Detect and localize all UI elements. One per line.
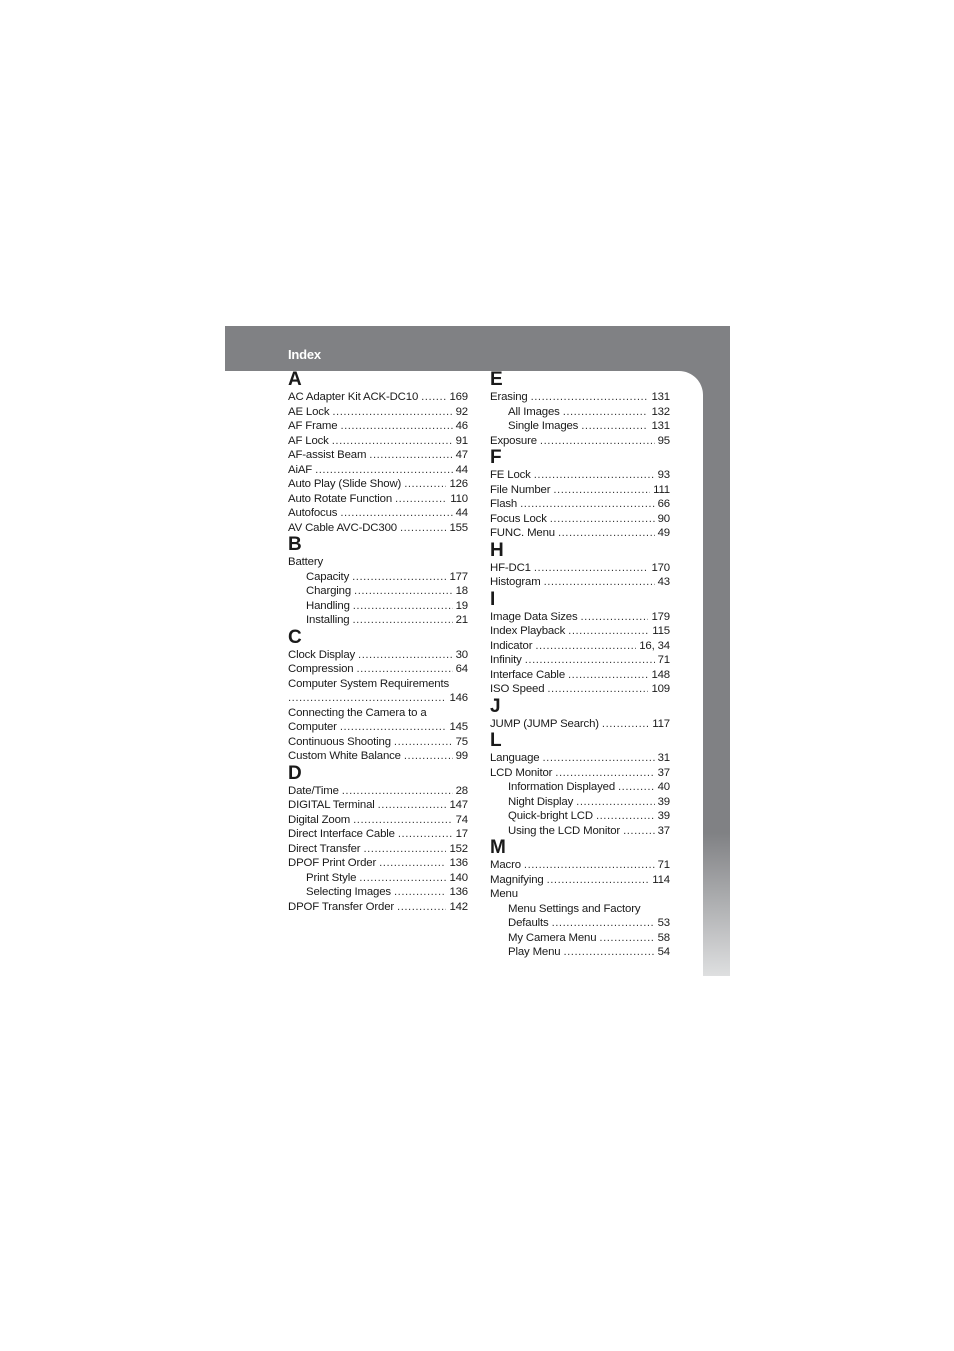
entry-name: Play Menu	[508, 946, 561, 958]
section-letter: L	[490, 730, 502, 751]
section-letter: D	[288, 762, 302, 784]
entry-page-number: 37	[657, 824, 670, 837]
index-entry	[288, 405, 468, 420]
dot-leader	[524, 858, 655, 873]
index-entry	[490, 624, 670, 639]
entry-name: Compression	[288, 663, 354, 675]
entry-page-number: 58	[657, 931, 670, 944]
entry-name: Macro	[490, 859, 521, 871]
entry-name: All Images	[508, 405, 560, 418]
index-entry	[490, 717, 670, 732]
index-entry	[490, 512, 670, 527]
entry-name: Direct Interface Cable	[288, 828, 395, 840]
entry-name: FUNC. Menu	[490, 527, 555, 539]
dot-leader	[599, 931, 654, 946]
dot-leader	[563, 945, 654, 960]
entry-page-number: 53	[657, 917, 670, 929]
entry-page-number: 49	[657, 527, 670, 539]
index-entry	[288, 827, 468, 842]
dot-leader	[544, 575, 655, 590]
dot-leader	[395, 492, 447, 507]
entry-page-number: 111	[653, 483, 670, 496]
index-entry	[490, 873, 670, 888]
entry-name: Capacity	[306, 570, 350, 583]
index-subentry	[490, 419, 670, 434]
entry-name: Infinity	[490, 654, 522, 666]
entry-page-number: 19	[455, 599, 468, 612]
dot-leader	[547, 873, 650, 888]
entry-page-number: 39	[657, 795, 670, 808]
index-subentry	[288, 599, 468, 614]
entry-page-number: 95	[657, 434, 670, 447]
entry-page-number: 93	[657, 469, 670, 481]
entry-name: Magnifying	[490, 873, 544, 886]
entry-name: Handling	[306, 599, 350, 612]
entry-name: Single Images	[508, 420, 579, 432]
index-entry	[288, 720, 468, 735]
entry-name: Quick-bright LCD	[508, 810, 593, 822]
dot-leader	[618, 780, 655, 795]
index-column-left	[288, 370, 468, 914]
entry-name: Computer	[288, 721, 337, 733]
index-subentry	[288, 584, 468, 599]
entry-page-number: 75	[455, 735, 468, 748]
dot-leader	[534, 468, 655, 483]
entry-page-number: 179	[651, 610, 670, 623]
index-entry	[288, 390, 468, 405]
dot-leader	[531, 390, 649, 405]
index-entry	[288, 477, 468, 492]
dot-leader	[353, 599, 453, 614]
index-subentry	[490, 945, 670, 960]
entry-page-number: 110	[450, 492, 468, 505]
entry-page-number: 47	[455, 449, 468, 461]
index-entry	[288, 798, 468, 813]
entry-page-number: 136	[449, 857, 468, 869]
dot-leader	[550, 512, 655, 527]
entry-name: AiAF	[288, 463, 313, 476]
index-subentry	[490, 795, 670, 810]
dot-leader	[581, 419, 648, 434]
section-letter: J	[490, 695, 501, 717]
entry-name: AC Adapter Kit ACK-DC10	[288, 391, 419, 403]
index-section-d	[288, 764, 468, 915]
index-section-l	[490, 731, 670, 838]
dot-leader	[553, 483, 650, 498]
dot-leader	[379, 856, 446, 871]
section-letter: A	[288, 369, 302, 390]
dot-leader	[540, 434, 655, 449]
entry-page-number: 18	[455, 585, 468, 597]
entry-page-number: 170	[651, 561, 670, 574]
index-subentry	[490, 916, 670, 931]
dot-leader	[555, 766, 654, 781]
index-subentry	[288, 570, 468, 585]
dot-leader	[421, 390, 446, 405]
entry-page-number: 148	[651, 668, 670, 681]
entry-name: DIGITAL Terminal	[288, 799, 375, 811]
index-section-a	[288, 370, 468, 535]
dot-leader	[542, 751, 654, 766]
entry-page-number: 126	[449, 478, 468, 490]
index-entry	[288, 749, 468, 764]
index-section-f	[490, 448, 670, 541]
entry-page-number: 71	[657, 654, 670, 666]
entry-page-number: 114	[652, 873, 670, 886]
dot-leader	[363, 842, 446, 857]
entry-page-number: 91	[455, 434, 468, 447]
dot-leader	[602, 717, 649, 732]
index-subentry	[288, 885, 468, 900]
index-entry	[288, 506, 468, 521]
entry-name: FE Lock	[490, 469, 531, 481]
entry-page-number: 146	[449, 692, 468, 704]
entry-name: LCD Monitor	[490, 766, 553, 779]
entry-name: Date/Time	[288, 784, 339, 797]
section-letter: B	[288, 534, 302, 555]
index-entry	[288, 691, 468, 706]
entry-page-number: 40	[657, 781, 670, 793]
dot-leader	[369, 448, 452, 463]
entry-page-number: 21	[455, 614, 468, 626]
dot-leader	[394, 885, 446, 900]
index-subentry	[288, 613, 468, 628]
entry-page-number: 140	[449, 871, 468, 884]
entry-page-number: 109	[651, 683, 670, 695]
dot-leader	[340, 506, 452, 521]
index-entry	[490, 483, 670, 498]
dot-leader	[354, 584, 453, 599]
entry-name: JUMP (JUMP Search)	[490, 717, 599, 730]
entry-page-number: 17	[455, 828, 468, 840]
index-entry	[288, 434, 468, 449]
entry-page-number: 46	[455, 420, 468, 432]
entry-page-number: 44	[455, 507, 468, 519]
entry-name: Continuous Shooting	[288, 735, 391, 748]
dot-leader	[378, 798, 447, 813]
dot-leader	[352, 570, 446, 585]
section-letter: F	[490, 447, 502, 468]
dot-leader	[342, 784, 453, 799]
entry-name: Interface Cable	[490, 668, 565, 681]
index-entry	[490, 561, 670, 576]
index-entry	[288, 784, 468, 799]
entry-name: Flash	[490, 498, 518, 510]
index-entry	[288, 521, 468, 536]
entry-name: Indicator	[490, 639, 533, 652]
dot-leader	[359, 871, 446, 886]
index-entry	[288, 463, 468, 478]
index-entry	[288, 706, 468, 721]
entry-name: AE Lock	[288, 405, 330, 418]
entry-name: Direct Transfer	[288, 842, 361, 855]
index-section-c	[288, 628, 468, 764]
index-subentry	[288, 871, 468, 886]
entry-name: My Camera Menu	[508, 931, 597, 944]
entry-page-number: 31	[657, 752, 670, 764]
entry-page-number: 155	[449, 521, 468, 534]
entry-name: ISO Speed	[490, 683, 545, 695]
dot-leader	[394, 735, 453, 750]
section-letter: I	[490, 588, 495, 610]
entry-name: Clock Display	[288, 648, 356, 661]
entry-name: Auto Rotate Function	[288, 492, 393, 505]
entry-name: Image Data Sizes	[490, 610, 578, 623]
entry-page-number: 90	[657, 512, 670, 525]
dot-leader	[547, 682, 648, 697]
entry-page-number: 177	[449, 570, 468, 583]
index-entry	[490, 390, 670, 405]
dot-leader	[353, 813, 452, 828]
dot-leader	[400, 521, 447, 536]
section-letter: E	[490, 369, 503, 390]
entry-page-number: 54	[657, 946, 670, 958]
dot-leader	[535, 639, 636, 654]
index-section-b	[288, 535, 468, 628]
entry-name: Auto Play (Slide Show)	[288, 478, 402, 490]
dot-leader	[404, 477, 446, 492]
index-subentry	[490, 809, 670, 824]
entry-name: Language	[490, 752, 540, 764]
entry-page-number: 30	[455, 648, 468, 661]
entry-name: AF-assist Beam	[288, 449, 367, 461]
dot-leader	[534, 561, 649, 576]
dot-leader	[568, 624, 649, 639]
dot-leader	[358, 648, 453, 663]
entry-name: Custom White Balance	[288, 750, 401, 762]
entry-name: Battery	[288, 556, 324, 568]
entry-page-number: 92	[455, 405, 468, 418]
entry-page-number: 71	[657, 859, 670, 871]
entry-name: Installing	[306, 614, 350, 626]
index-entry	[490, 766, 670, 781]
entry-name: Using the LCD Monitor	[508, 824, 621, 837]
dot-leader	[623, 824, 655, 839]
index-section-e	[490, 370, 670, 448]
index-column-right	[490, 370, 670, 960]
dot-leader	[558, 526, 655, 541]
entry-name: Index Playback	[490, 625, 566, 637]
index-entry	[288, 662, 468, 677]
entry-name: Information Displayed	[508, 781, 616, 793]
entry-name: AF Lock	[288, 434, 329, 447]
index-entry	[288, 677, 468, 692]
entry-page-number: 44	[455, 463, 468, 476]
dot-leader	[340, 720, 447, 735]
index-entry	[288, 900, 468, 915]
dot-leader	[356, 662, 452, 677]
dot-leader	[576, 795, 654, 810]
index-subentry	[490, 902, 670, 917]
dot-leader	[552, 916, 655, 931]
entry-page-number: 99	[455, 750, 468, 762]
entry-page-number: 132	[651, 405, 670, 418]
entry-page-number: 64	[455, 663, 468, 675]
dot-leader	[568, 668, 648, 683]
entry-page-number: 74	[455, 813, 468, 826]
page-title: Index	[288, 347, 321, 362]
entry-name: Charging	[306, 585, 352, 597]
dot-leader	[288, 691, 446, 706]
section-letter: C	[288, 626, 302, 648]
entry-name: Print Style	[306, 871, 357, 884]
entry-page-number: 39	[657, 810, 670, 822]
dot-leader	[332, 405, 452, 420]
entry-name: HF-DC1	[490, 561, 531, 574]
index-entry	[490, 858, 670, 873]
entry-page-number: 16, 34	[639, 639, 670, 652]
dot-leader	[352, 613, 452, 628]
index-entry	[288, 648, 468, 663]
entry-page-number: 131	[651, 420, 670, 432]
entry-name: Exposure	[490, 434, 537, 447]
index-section-m	[490, 838, 670, 960]
index-entry	[490, 434, 670, 449]
dot-leader	[340, 419, 452, 434]
entry-name: File Number	[490, 483, 551, 496]
dot-leader	[315, 463, 453, 478]
entry-page-number: 145	[449, 721, 468, 733]
index-entry	[288, 813, 468, 828]
dot-leader	[332, 434, 453, 449]
index-section-j	[490, 697, 670, 732]
entry-name: Focus Lock	[490, 512, 547, 525]
entry-name: Selecting Images	[306, 886, 391, 898]
entry-name: DPOF Transfer Order	[288, 900, 395, 913]
entry-name: Digital Zoom	[288, 813, 351, 826]
dot-leader	[563, 405, 649, 420]
dot-leader	[581, 610, 649, 625]
entry-name: DPOF Print Order	[288, 857, 377, 869]
index-section-i	[490, 590, 670, 697]
index-section-h	[490, 541, 670, 590]
index-entry	[490, 575, 670, 590]
entry-page-number: 43	[657, 576, 670, 588]
entry-name: AF Frame	[288, 420, 338, 432]
index-entry	[490, 468, 670, 483]
dot-leader	[525, 653, 655, 668]
entry-page-number: 66	[657, 498, 670, 510]
entry-page-number: 147	[449, 799, 468, 811]
index-entry	[490, 497, 670, 512]
index-entry	[288, 735, 468, 750]
entry-name: Histogram	[490, 576, 541, 588]
dot-leader	[398, 827, 453, 842]
index-subentry	[490, 824, 670, 839]
dot-leader	[596, 809, 655, 824]
index-subentry	[490, 931, 670, 946]
index-subentry	[490, 405, 670, 420]
entry-name: Erasing	[490, 391, 528, 403]
section-letter: H	[490, 539, 504, 561]
entry-name: Autofocus	[288, 507, 338, 519]
entry-name: Connecting the Camera to a	[288, 706, 427, 719]
dot-leader	[397, 900, 446, 915]
index-entry	[288, 842, 468, 857]
entry-page-number: 28	[455, 784, 468, 797]
index-entry	[490, 639, 670, 654]
entry-page-number: 37	[657, 766, 670, 779]
dot-leader	[404, 749, 453, 764]
entry-page-number: 169	[449, 391, 468, 403]
entry-name: Computer System Requirements	[288, 677, 450, 690]
entry-page-number: 131	[651, 391, 670, 403]
section-letter: M	[490, 837, 506, 858]
index-entry	[288, 555, 468, 570]
index-entry	[288, 856, 468, 871]
index-entry	[490, 751, 670, 766]
dot-leader	[520, 497, 655, 512]
index-subentry	[490, 780, 670, 795]
entry-page-number: 115	[652, 625, 670, 637]
entry-page-number: 117	[652, 717, 670, 730]
entry-page-number: 136	[449, 886, 468, 898]
index-entry	[490, 610, 670, 625]
index-entry	[490, 526, 670, 541]
index-entry	[490, 653, 670, 668]
entry-name: Night Display	[508, 795, 574, 808]
entry-page-number: 152	[449, 842, 468, 855]
index-entry	[288, 448, 468, 463]
index-entry	[288, 492, 468, 507]
index-entry	[490, 887, 670, 902]
index-entry	[288, 419, 468, 434]
entry-name: Menu	[490, 888, 518, 900]
entry-name: Menu Settings and Factory	[508, 902, 641, 915]
entry-name: AV Cable AVC-DC300	[288, 521, 397, 534]
index-entry	[490, 682, 670, 697]
entry-page-number: 142	[449, 900, 468, 913]
entry-name: Defaults	[508, 917, 549, 929]
index-entry	[490, 668, 670, 683]
